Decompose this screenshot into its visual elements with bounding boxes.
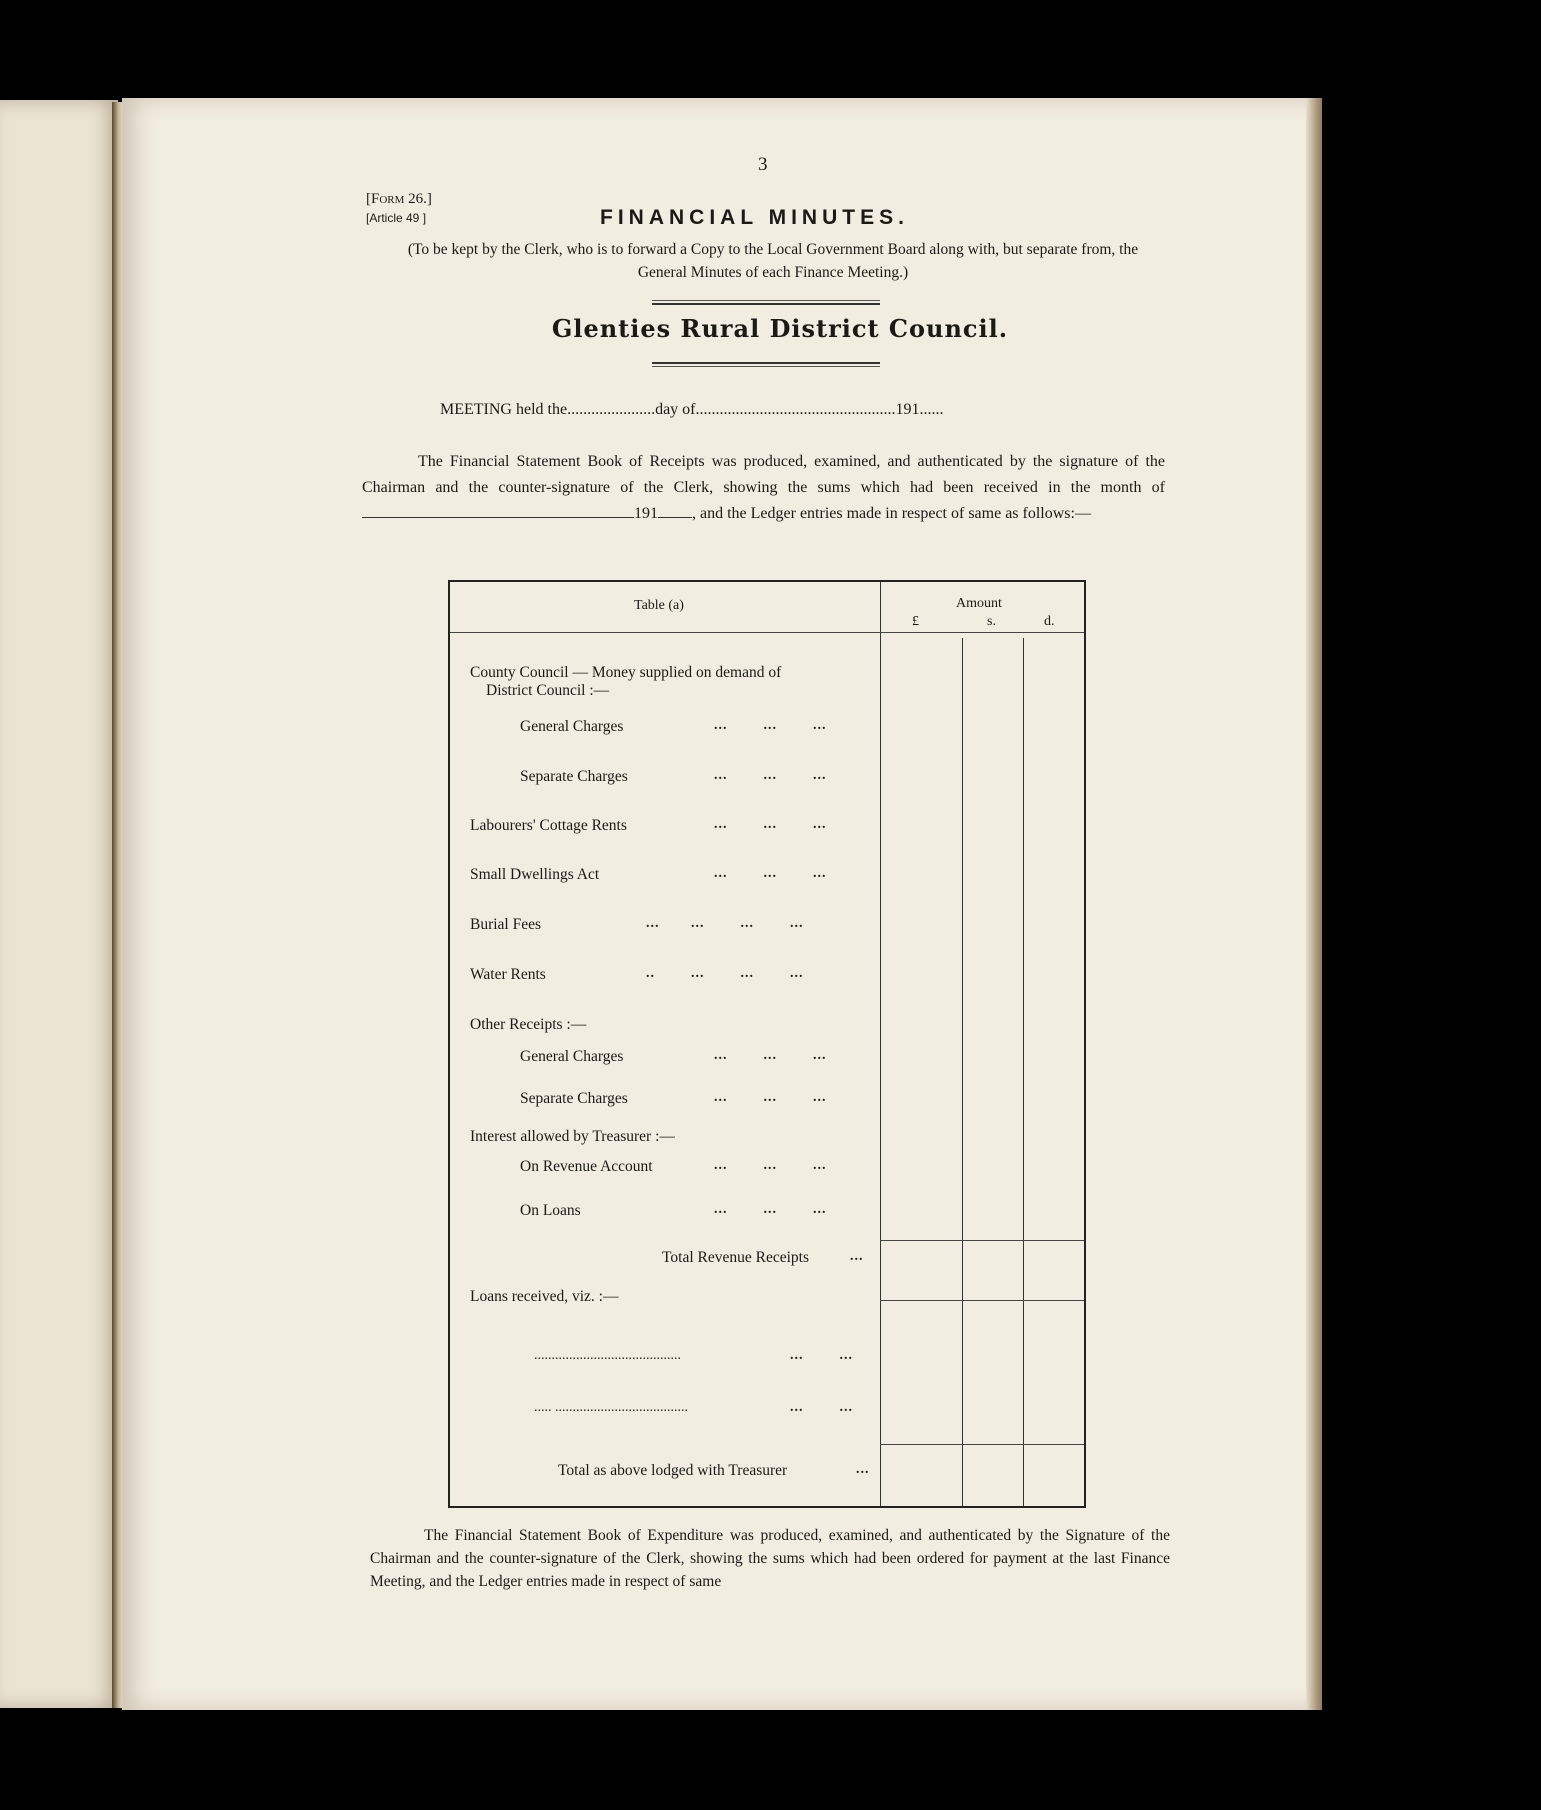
row-water-rents: Water Rents (470, 966, 546, 983)
divider-bottom-1 (652, 362, 880, 364)
row-total-revenue-receipts-dots: ... (850, 1249, 864, 1264)
row-loans-received: Loans received, viz. :— (470, 1288, 619, 1305)
form-reference (366, 190, 432, 228)
row-loan-entry-1-dots: ... ... (790, 1348, 853, 1363)
row-other-receipts: Other Receipts :— (470, 1016, 587, 1033)
receipts-table (448, 580, 1086, 1508)
row-loan-entry-2-dots: ... ... (790, 1400, 853, 1415)
row-labourers-cottage-rents: Labourers' Cottage Rents (470, 817, 627, 834)
receipts-paragraph (362, 449, 1165, 527)
left-page (0, 100, 118, 1708)
row-burial-fees-dots: ... ... ... ... (646, 916, 804, 931)
council-name: Glenties Rural District Council. (551, 314, 1009, 343)
row-total-lodged-dots: ... (856, 1462, 870, 1477)
row-separate-charges-dots: ... ... ... (714, 768, 827, 783)
column-divider-description (880, 582, 881, 1506)
row-water-rents-dots: .. ... ... ... (646, 966, 804, 981)
month-blank (362, 503, 634, 518)
receipts-text-1: The Financial Statement Book of Receipts was produced, examined, and authenticated by the signature of the Chairman and the counter-signature of the Clerk, showing the sums which had been received in the month of (362, 453, 1165, 496)
year-label: 191 (634, 505, 658, 522)
pence-header: d. (1044, 614, 1055, 629)
row-small-dwellings-act-dots: ... ... ... (714, 866, 827, 881)
row-county-council: County Council — Money supplied on demand of (470, 664, 782, 681)
expenditure-text: The Financial Statement Book of Expenditure was produced, examined, and authenticated by the Signature of the Chairman and the counter-signature of the Clerk, showing the sums which had been ordered for payment at the last Finance Meeting, and the Ledger entries made in respect of same (370, 1527, 1170, 1590)
row-other-separate-charges: Separate Charges (520, 1090, 628, 1107)
divider-top-2 (652, 303, 880, 305)
row-on-loans-dots: ... ... ... (714, 1202, 827, 1217)
meeting-line: MEETING held the......................day of..................................................191...... (440, 401, 944, 418)
pounds-header: £ (912, 614, 919, 629)
row-other-general-charges-dots: ... ... ... (714, 1048, 827, 1063)
row-on-loans: On Loans (520, 1202, 581, 1219)
subtotal-rule-top (880, 1240, 1084, 1241)
subtotal-rule-bottom (880, 1300, 1084, 1301)
row-general-charges: General Charges (520, 718, 624, 735)
form-label: [Form 26.] (366, 191, 432, 207)
receipts-text-2: , and the Ledger entries made in respect of same as follows:— (692, 505, 1091, 522)
divider-bottom-2 (652, 366, 880, 367)
row-separate-charges: Separate Charges (520, 768, 628, 785)
row-on-revenue-account-dots: ... ... ... (714, 1158, 827, 1173)
amount-header: Amount (956, 596, 1002, 611)
document-title: FINANCIAL MINUTES. (600, 206, 909, 229)
expenditure-paragraph (370, 1524, 1170, 1593)
row-total-revenue-receipts: Total Revenue Receipts (662, 1249, 809, 1266)
divider-top-1 (652, 300, 880, 301)
table-header-label: Table (a) (634, 598, 684, 613)
row-general-charges-dots: ... ... ... (714, 718, 827, 733)
row-district-council: District Council :— (486, 682, 610, 699)
total-rule (880, 1444, 1084, 1445)
row-total-lodged: Total as above lodged with Treasurer (558, 1462, 788, 1479)
shillings-header: s. (987, 614, 996, 629)
row-loan-entry-2: ..... ...................................... (534, 1400, 688, 1415)
row-labourers-cottage-rents-dots: ... ... ... (714, 817, 827, 832)
page-edge (1306, 98, 1322, 1710)
row-on-revenue-account: On Revenue Account (520, 1158, 653, 1175)
row-other-general-charges: General Charges (520, 1048, 624, 1065)
header-divider (450, 632, 1084, 633)
column-divider-shillings (1023, 638, 1024, 1506)
column-divider-pounds (962, 638, 963, 1506)
row-other-separate-charges-dots: ... ... ... (714, 1090, 827, 1105)
article-label: [Article 49 ] (366, 211, 427, 225)
document-subtitle: (To be kept by the Clerk, who is to forward a Copy to the Local Government Board along with, but separate from, the General Minutes of each Finance Meeting.) (407, 241, 1139, 281)
row-small-dwellings-act: Small Dwellings Act (470, 866, 600, 883)
row-loan-entry-1: .......................................... (534, 1348, 681, 1363)
year-blank (658, 503, 692, 518)
page-number: 3 (758, 154, 768, 175)
row-burial-fees: Burial Fees (470, 916, 542, 933)
row-interest-allowed: Interest allowed by Treasurer :— (470, 1128, 675, 1145)
